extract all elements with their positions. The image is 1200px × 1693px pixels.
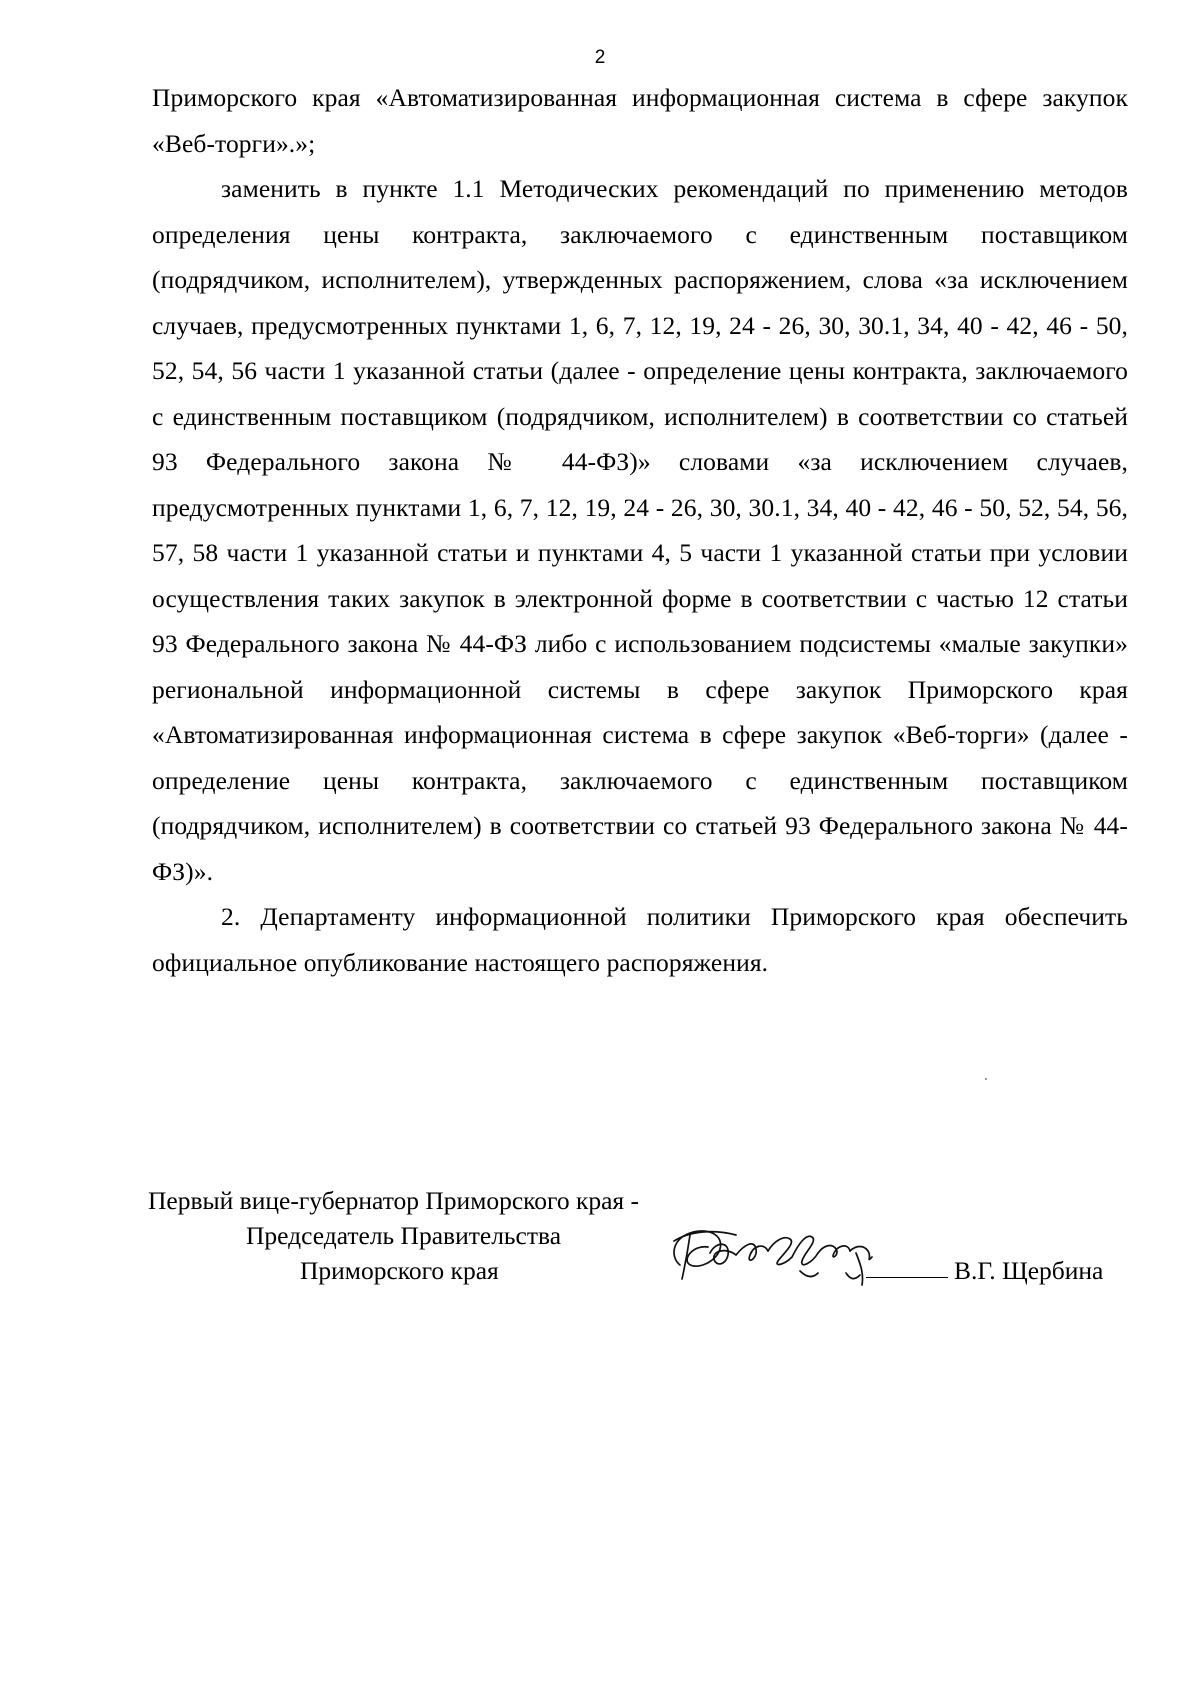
signature-line [866, 1277, 948, 1278]
signatory-name: В.Г. Щербина [954, 1256, 1104, 1285]
handwritten-signature [650, 1205, 920, 1305]
signatory-title-line-2: Председатель Правительства [246, 1221, 562, 1250]
paragraph-continuation: Приморского края «Автоматизированная информационная система в сфере закупок «Веб-торги».»; [152, 83, 1128, 158]
scan-artifact [985, 1078, 987, 1080]
document-body [152, 75, 1128, 985]
signatory-title-line-1: Первый вице-губернатор Приморского края - [148, 1186, 639, 1215]
paragraph-amendment: заменить в пункте 1.1 Методических рекомендаций по применению методов определения цены контракта, заключаемого с единственным поставщиком (подрядчиком, исполнителем), утвержденных распоряжением, слова «за исключением случаев, предусмотренных пунктами 1, 6, 7, 12, 19, 24 - 26, 30, 30.1, 34, 40 - 42, 46 - 50, 52, 54, 56 части 1 указанной статьи (далее - определение цены контракта, заключаемого с единственным поставщиком (подрядчиком, исполнителем) в соответствии со статьей 93 Федерального закона № 44-ФЗ)» словами «за исключением случаев, предусмотренных пунктами 1, 6, 7, 12, 19, 24 - 26, 30, 30.1, 34, 40 - 42, 46 - 50, 52, 54, 56, 57, 58 части 1 указанной статьи и пунктами 4, 5 части 1 указанной статьи при условии осуществления таких закупок в электронной форме в соответствии с частью 12 статьи 93 Федерального закона № 44-ФЗ либо с использованием подсистемы «малые закупки» региональной информационной системы в сфере закупок Приморского края «Автоматизированная информационная система в сфере закупок «Веб-торги» (далее - определение цены контракта, заключаемого с единственным поставщиком (подрядчиком, исполнителем) в соответствии со статьей 93 Федерального закона № 44-ФЗ)». [152, 174, 1128, 886]
paragraph-item-2: 2. Департаменту информационной политики Приморского края обеспечить официальное опубликование настоящего распоряжения. [152, 902, 1128, 977]
signature-block [148, 1183, 1138, 1303]
signatory-title-line-3: Приморского края [300, 1256, 499, 1285]
page-number: 2 [594, 47, 606, 68]
